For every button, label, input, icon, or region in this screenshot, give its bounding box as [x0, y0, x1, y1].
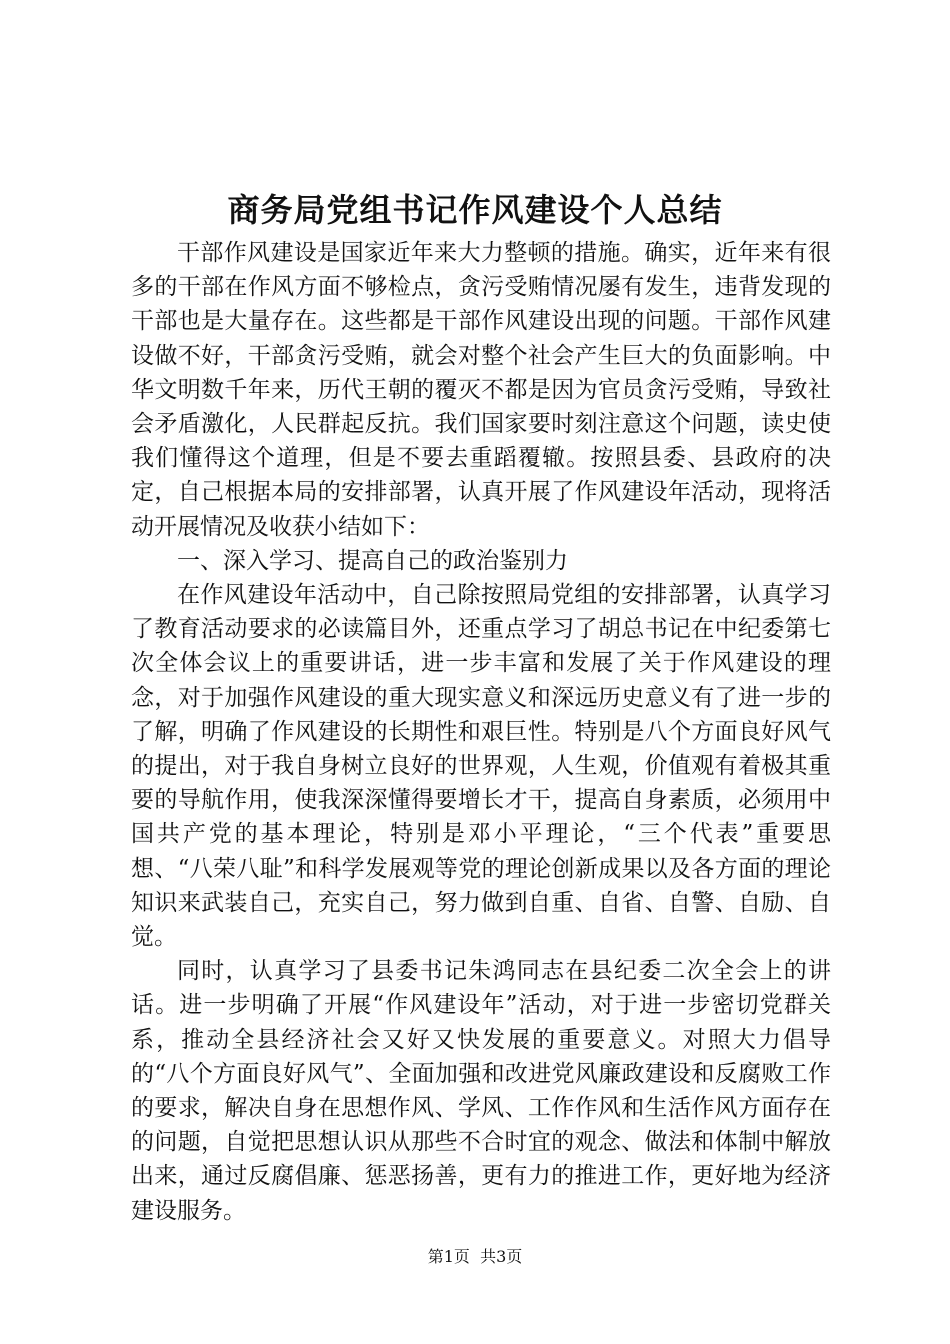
section-heading: 一、深入学习、提高自己的政治鉴别力 — [177, 547, 568, 574]
page-footer — [0, 1246, 950, 1268]
document-title: 商务局党组书记作风建设个人总结 — [227, 191, 723, 229]
paragraph-meeting: 同时，认真学习了县委书记朱鸿同志在县纪委二次全会上的讲话。进一步明确了开展“作风建设年”活动，对于进一步密切党群关系，推动全县经济社会又好又快发展的重要意义。对照大力倡导的“八个方面良好风气”、全面加强和改进党风廉政建设和反腐败工作的要求，解决自身在思想作风、学风、工作作风和生活作风方面存在的问题，自觉把思想认识从那些不合时宜的观念、做法和体制中解放出来，通过反腐倡廉、惩恶扬善，更有力的推进工作，更好地为经济建设服务。 — [131, 958, 831, 1224]
page-number: 第1页 共3页 — [427, 1247, 523, 1266]
paragraph-intro: 干部作风建设是国家近年来大力整顿的措施。确实，近年来有很多的干部在作风方面不够检点，贪污受贿情况屡有发生，违背发现的干部也是大量存在。这些都是干部作风建设出现的问题。干部作风建设做不好，干部贪污受贿，就会对整个社会产生巨大的负面影响。中华文明数千年来，历代王朝的覆灭不都是因为官员贪污受贿，导致社会矛盾激化，人民群起反抗。我们国家要时刻注意这个问题，读史使我们懂得这个道理，但是不要去重蹈覆辙。按照县委、县政府的决定，自己根据本局的安排部署，认真开展了作风建设年活动，现将活动开展情况及收获小结如下： — [131, 240, 831, 540]
paragraph-study: 在作风建设年活动中，自己除按照局党组的安排部署，认真学习了教育活动要求的必读篇目外，还重点学习了胡总书记在中纪委第七次全体会议上的重要讲话，进一步丰富和发展了关于作风建设的理念，对于加强作风建设的重大现实意义和深远历史意义有了进一步的了解，明确了作风建设的长期性和艰巨性。特别是八个方面良好风气的提出，对于我自身树立良好的世界观，人生观，价值观有着极其重要的导航作用，使我深深懂得要增长才干，提高自身素质，必须用中国共产党的基本理论，特别是邓小平理论，“三个代表”重要思想、“八荣八耻”和科学发展观等党的理论创新成果以及各方面的理论知识来武装自己，充实自己，努力做到自重、自省、自警、自励、自觉。 — [131, 582, 831, 951]
document-body — [131, 236, 831, 1228]
